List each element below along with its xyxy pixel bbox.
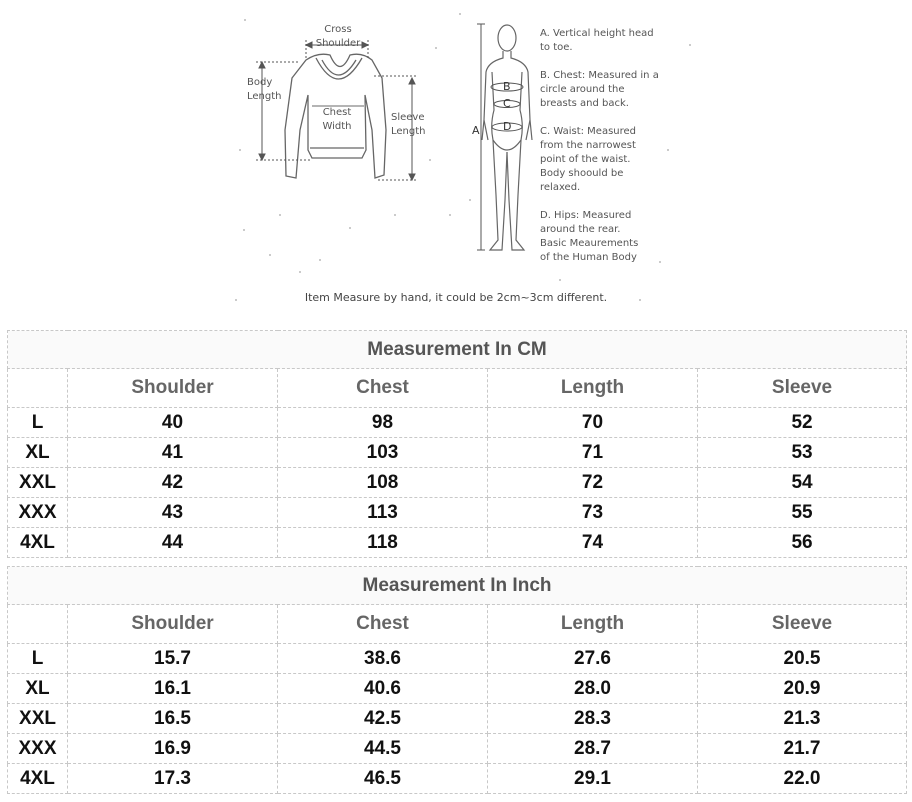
header-shoulder: Shoulder xyxy=(68,369,278,408)
sleeve-cell: 20.9 xyxy=(698,674,907,704)
measurement-illustration xyxy=(0,0,912,320)
body-letter-a: A xyxy=(472,124,480,137)
body-measure-lines xyxy=(477,24,523,250)
sleeve-length-label: Sleeve Length xyxy=(391,112,426,137)
note-c: C. Waist: Measured from the narrowest point of the waist. Body shoould be relaxed. xyxy=(540,126,637,193)
length-cell: 70 xyxy=(488,408,698,438)
shoulder-cell: 42 xyxy=(68,468,278,498)
header-length: Length xyxy=(488,605,698,644)
table-row xyxy=(8,438,907,468)
size-cell: XXX xyxy=(8,498,68,528)
chest-cell: 98 xyxy=(278,408,488,438)
header-chest: Chest xyxy=(278,369,488,408)
size-table-inch xyxy=(7,566,907,794)
table-row xyxy=(8,644,907,674)
shoulder-cell: 41 xyxy=(68,438,278,468)
shoulder-cell: 44 xyxy=(68,528,278,558)
header-sleeve: Sleeve xyxy=(698,605,907,644)
chest-width-label: Chest Width xyxy=(322,107,352,132)
length-cell: 28.3 xyxy=(488,704,698,734)
shoulder-cell: 43 xyxy=(68,498,278,528)
chest-cell: 46.5 xyxy=(278,764,488,794)
shoulder-cell: 17.3 xyxy=(68,764,278,794)
cross-shoulder-label: Cross Shoulder xyxy=(315,24,361,49)
chest-cell: 118 xyxy=(278,528,488,558)
table-row xyxy=(8,764,907,794)
size-cell: L xyxy=(8,408,68,438)
note-a: A. Vertical height head to toe. xyxy=(540,28,654,53)
sleeve-cell: 21.3 xyxy=(698,704,907,734)
table-cm-title: Measurement In CM xyxy=(8,331,907,369)
length-cell: 28.0 xyxy=(488,674,698,704)
shoulder-cell: 40 xyxy=(68,408,278,438)
sleeve-cell: 22.0 xyxy=(698,764,907,794)
table-row xyxy=(8,734,907,764)
length-cell: 28.7 xyxy=(488,734,698,764)
length-cell: 73 xyxy=(488,498,698,528)
sleeve-cell: 56 xyxy=(698,528,907,558)
diagram-drawing xyxy=(0,0,912,320)
header-length: Length xyxy=(488,369,698,408)
chest-cell: 44.5 xyxy=(278,734,488,764)
table-row xyxy=(8,498,907,528)
size-cell: L xyxy=(8,644,68,674)
sleeve-cell: 21.7 xyxy=(698,734,907,764)
sleeve-cell: 53 xyxy=(698,438,907,468)
size-cell: 4XL xyxy=(8,528,68,558)
table-row xyxy=(8,704,907,734)
table-row xyxy=(8,408,907,438)
note-b: B. Chest: Measured in a circle around the breasts and back. xyxy=(540,70,659,109)
size-table-cm xyxy=(7,330,907,558)
size-cell: XXL xyxy=(8,468,68,498)
table-row xyxy=(8,528,907,558)
chest-cell: 42.5 xyxy=(278,704,488,734)
sleeve-cell: 52 xyxy=(698,408,907,438)
table-inch-title: Measurement In Inch xyxy=(8,567,907,605)
length-cell: 72 xyxy=(488,468,698,498)
chest-cell: 40.6 xyxy=(278,674,488,704)
size-cell: 4XL xyxy=(8,764,68,794)
size-cell: XXL xyxy=(8,704,68,734)
size-cell: XXX xyxy=(8,734,68,764)
chest-cell: 113 xyxy=(278,498,488,528)
length-cell: 74 xyxy=(488,528,698,558)
shoulder-cell: 16.1 xyxy=(68,674,278,704)
header-sleeve: Sleeve xyxy=(698,369,907,408)
size-cell: XL xyxy=(8,438,68,468)
header-chest: Chest xyxy=(278,605,488,644)
table-row xyxy=(8,468,907,498)
size-cell: XL xyxy=(8,674,68,704)
measure-disclaimer: Item Measure by hand, it could be 2cm~3cm different. xyxy=(304,291,608,304)
chest-cell: 108 xyxy=(278,468,488,498)
body-letter-b: B xyxy=(503,80,511,93)
length-cell: 29.1 xyxy=(488,764,698,794)
sleeve-cell: 20.5 xyxy=(698,644,907,674)
header-blank xyxy=(8,369,68,408)
note-d: D. Hips: Measured around the rear. Basic Meaurements of the Human Body xyxy=(540,210,639,263)
length-cell: 27.6 xyxy=(488,644,698,674)
shoulder-cell: 15.7 xyxy=(68,644,278,674)
sleeve-cell: 55 xyxy=(698,498,907,528)
chest-cell: 103 xyxy=(278,438,488,468)
chest-cell: 38.6 xyxy=(278,644,488,674)
body-letter-d: D xyxy=(503,120,512,133)
human-body-icon xyxy=(482,25,532,250)
body-length-label: Body Length xyxy=(247,77,282,102)
shoulder-cell: 16.9 xyxy=(68,734,278,764)
sleeve-cell: 54 xyxy=(698,468,907,498)
header-shoulder: Shoulder xyxy=(68,605,278,644)
body-letter-c: C xyxy=(503,97,511,110)
header-blank xyxy=(8,605,68,644)
table-row xyxy=(8,674,907,704)
length-cell: 71 xyxy=(488,438,698,468)
shoulder-cell: 16.5 xyxy=(68,704,278,734)
